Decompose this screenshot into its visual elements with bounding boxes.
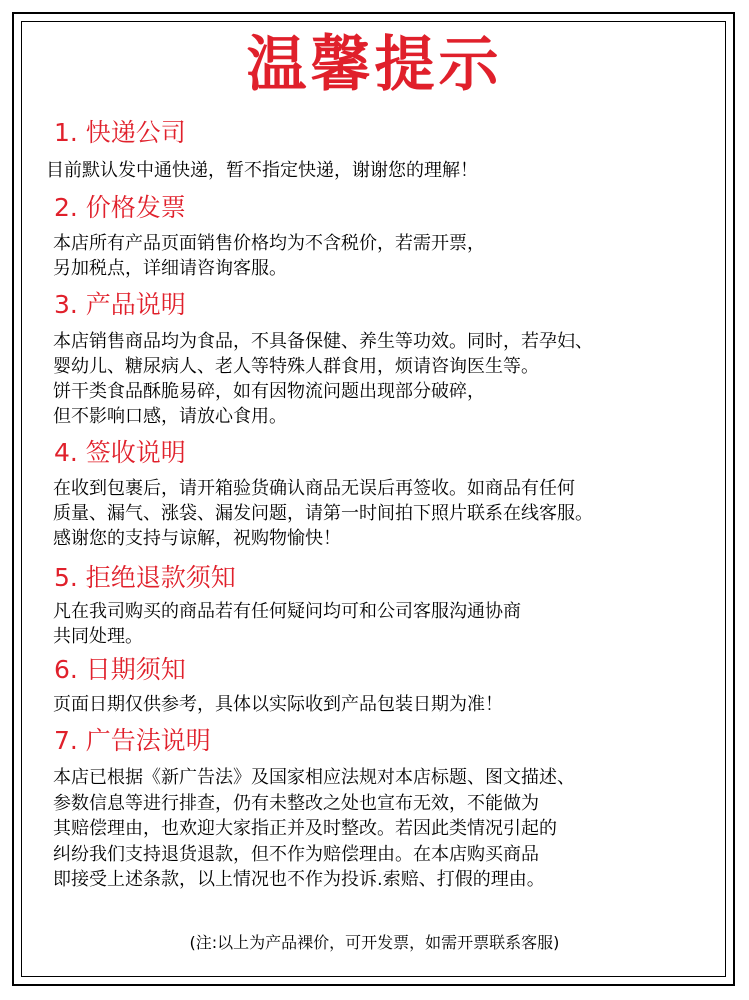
text-line: 另加税点，详细请咨询客服。	[53, 258, 287, 279]
text-line: 但不影响口感，请放心食用。	[53, 406, 287, 427]
body-courier	[46, 158, 478, 183]
text-line: 共同处理。	[53, 626, 143, 647]
text-line: 饼干类食品酥脆易碎，如有因物流问题出现部分破碎，	[53, 381, 485, 402]
text-line: 纠纷我们支持退货退款，但不作为赔偿理由。在本店购买商品	[53, 843, 539, 865]
text-line: 其赔偿理由，也欢迎大家指正并及时整改。若因此类情况引起的	[53, 818, 557, 839]
page-title: 温馨提示	[246, 30, 503, 100]
heading-date-notice: 6. 日期须知	[54, 655, 186, 684]
heading-receipt: 4. 签收说明	[54, 438, 186, 467]
footer-note: (注:以上为产品裸价，可开发票，如需开票联系客服)	[189, 933, 560, 952]
text-line: 婴幼儿、糖尿病人、老人等特殊人群食用，烦请咨询医生等。	[53, 356, 539, 377]
text-line: 本店已根据《新广告法》及国家相应法规对本店标题、图文描述、	[53, 767, 575, 788]
text-line: 即接受上述条款，以上情况也不作为投诉.索赔、打假的理由。	[53, 869, 545, 890]
body-refund-refusal	[53, 599, 521, 649]
text-line: 页面日期仅供参考，具体以实际收到产品包装日期为准！	[53, 694, 503, 715]
body-price-invoice	[53, 231, 485, 281]
body-ad-law	[53, 765, 575, 893]
text-line: 质量、漏气、涨袋、漏发问题，请第一时间拍下照片联系在线客服。	[53, 503, 593, 524]
text-line: 感谢您的支持与谅解，祝购物愉快！	[53, 528, 341, 549]
text-line: 凡在我司购买的商品若有任何疑问均可和公司客服沟通协商	[53, 601, 521, 622]
text-line: 目前默认发中通快递，暂不指定快递，谢谢您的理解！	[46, 160, 478, 181]
heading-refund-refusal: 5. 拒绝退款须知	[54, 563, 236, 592]
body-date-notice	[53, 692, 503, 717]
text-line: 参数信息等进行排查，仍有未整改之处也宣布无效，不能做为	[53, 792, 539, 814]
body-receipt	[53, 476, 593, 551]
text-line: 本店所有产品页面销售价格均为不含税价，若需开票，	[53, 233, 485, 254]
heading-price-invoice: 2. 价格发票	[54, 193, 186, 222]
heading-ad-law: 7. 广告法说明	[54, 726, 211, 755]
body-product-info	[53, 329, 593, 429]
heading-courier: 1. 快递公司	[54, 118, 186, 147]
text-line: 本店销售商品均为食品，不具备保健、养生等功效。同时，若孕妇、	[53, 331, 593, 352]
text-line: 在收到包裹后，请开箱验货确认商品无误后再签收。如商品有任何	[53, 478, 575, 499]
heading-product-info: 3. 产品说明	[54, 290, 186, 319]
